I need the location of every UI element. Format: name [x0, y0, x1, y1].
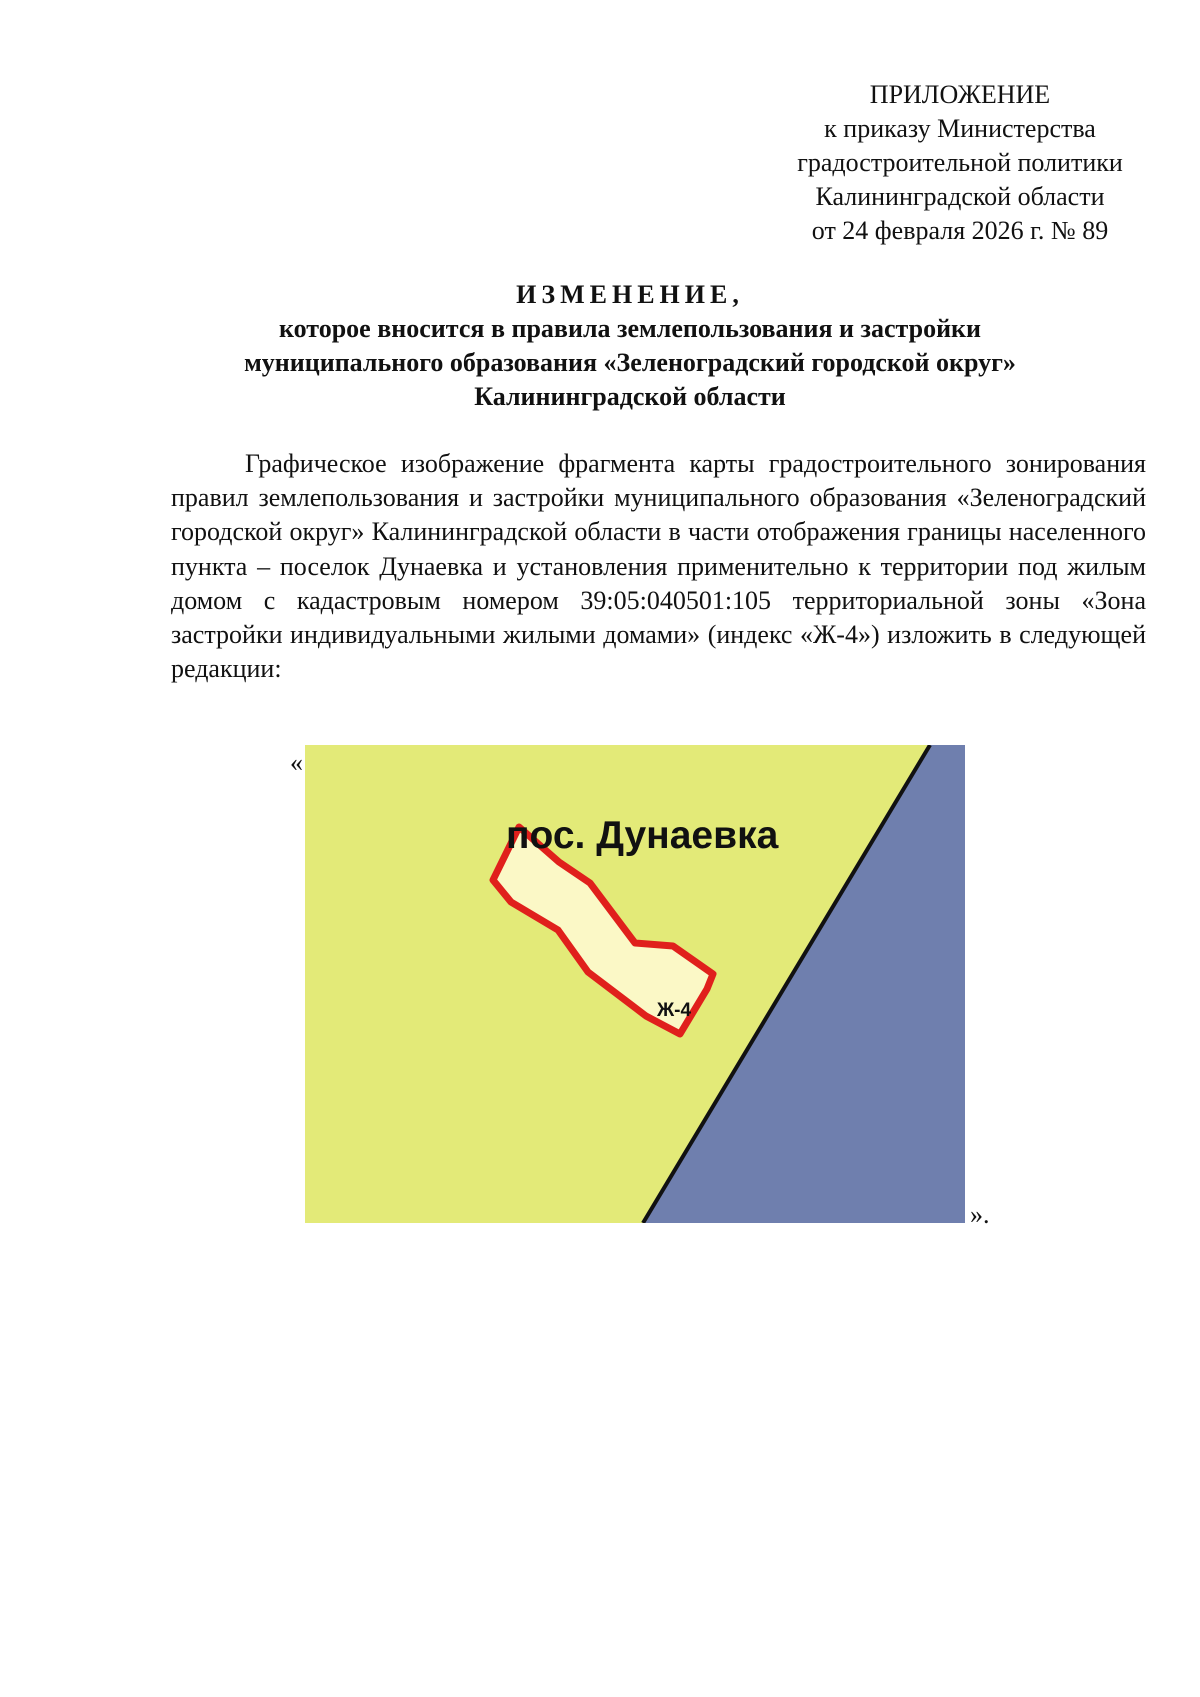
title-line-2: муниципального образования «Зеленоградский городской округ» [244, 348, 1016, 377]
title-line-1: которое вносится в правила землепользования и застройки [278, 314, 982, 343]
appendix-header [780, 78, 1140, 248]
appendix-title: ПРИЛОЖЕНИЕ [869, 80, 1051, 109]
settlement-label: пос. Дунаевка [506, 814, 779, 857]
title-line-3: Калининградской области [474, 382, 786, 411]
title-heading: ИЗМЕНЕНИЕ, [516, 280, 744, 309]
document-title [150, 278, 1110, 414]
quote-close: ». [970, 1200, 990, 1229]
zoning-map-fragment [305, 745, 965, 1223]
appendix-date-number: от 24 февраля 2026 г. № 89 [811, 216, 1109, 245]
appendix-region-line: Калининградской области [815, 182, 1105, 211]
appendix-ministry-line: градостроительной политики [797, 148, 1123, 177]
zone-label: Ж-4 [657, 1000, 692, 1021]
body-paragraph: Графическое изображение фрагмента карты градостроительного зонирования правил землепользования и застройки муниципального образования «Зеленоградский городской округ» Калининградской области в части отображения границы населенного пункта – поселок Дунаевка и установления применительно к территории под жилым домом с кадастровым номером 39:05:040501:105 территориальной зоны «Зона застройки индивидуальными жилыми домами» (индекс «Ж-4») изложить в следующей редакции: [171, 449, 1146, 684]
quote-open: « [290, 748, 303, 777]
appendix-order-line: к приказу Министерства [824, 114, 1096, 143]
